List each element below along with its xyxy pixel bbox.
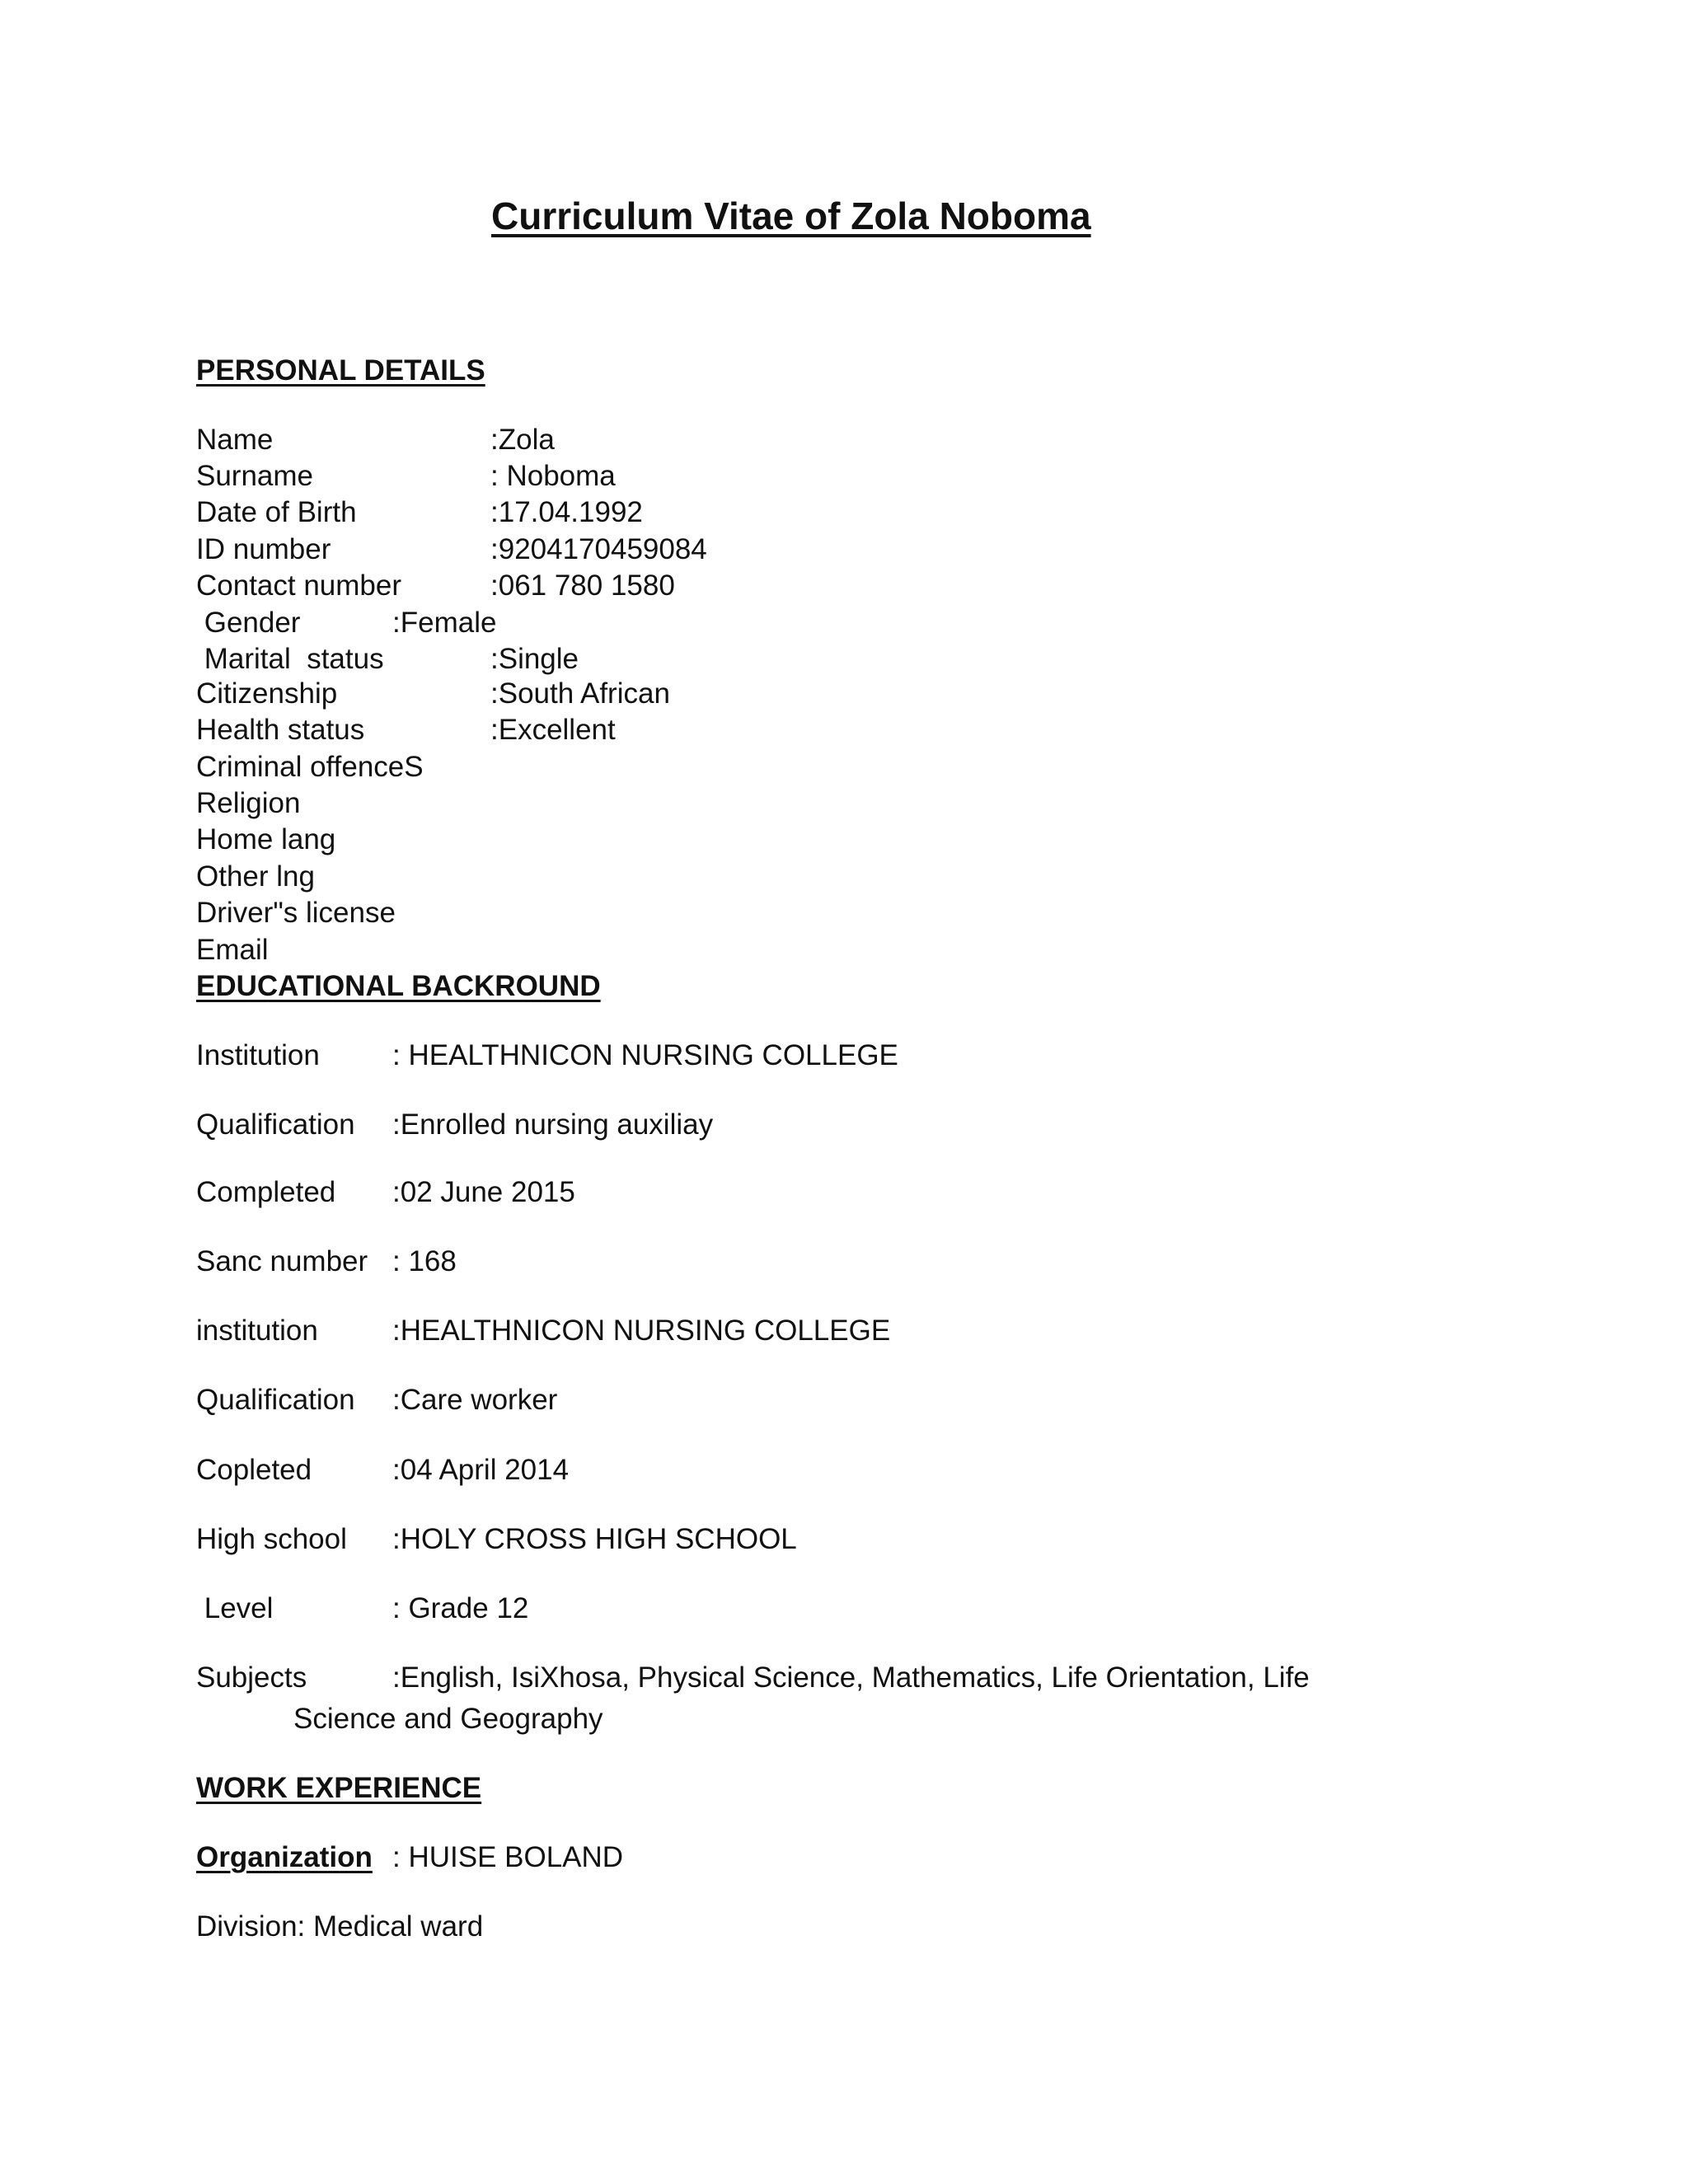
personal-label-contact: Contact number <box>196 569 402 602</box>
personal-value-gender: :Female <box>392 607 497 639</box>
personal-label-name: Name <box>196 424 274 456</box>
edu-value-completed: :02 June 2015 <box>392 1176 575 1208</box>
personal-label-email: Email <box>196 934 269 966</box>
edu-label-institution-2: institution <box>196 1315 318 1347</box>
personal-value-surname: : Noboma <box>490 460 616 492</box>
personal-value-contact: :061 780 1580 <box>490 569 675 602</box>
personal-label-criminal: Criminal offenceS <box>196 751 424 783</box>
personal-label-gender: Gender <box>196 607 301 639</box>
education-heading: EDUCATIONAL BACKROUND <box>196 970 601 1002</box>
edu-value-sanc-number: : 168 <box>392 1245 457 1277</box>
personal-value-name: :Zola <box>490 424 555 456</box>
personal-value-id-number: :9204170459084 <box>490 533 707 565</box>
edu-value-institution-2: :HEALTHNICON NURSING COLLEGE <box>392 1315 891 1347</box>
edu-value-institution: : HEALTHNICON NURSING COLLEGE <box>392 1039 898 1071</box>
personal-details-heading: PERSONAL DETAILS <box>196 354 485 387</box>
edu-value-high-school: :HOLY CROSS HIGH SCHOOL <box>392 1523 797 1555</box>
personal-value-dob: :17.04.1992 <box>490 496 643 528</box>
personal-value-health: :Excellent <box>490 714 616 746</box>
personal-label-drivers-license: Driver"s license <box>196 897 396 929</box>
personal-label-health: Health status <box>196 714 365 746</box>
document-title: Curriculum Vitae of Zola Noboma <box>491 194 1091 237</box>
personal-label-dob: Date of Birth <box>196 496 357 528</box>
personal-label-religion: Religion <box>196 787 301 819</box>
personal-label-marital-status: Marital status <box>196 643 384 675</box>
edu-value-qualification-2: :Care worker <box>392 1384 558 1416</box>
edu-value-level: : Grade 12 <box>392 1592 529 1624</box>
personal-label-surname: Surname <box>196 460 314 492</box>
edu-label-qualification-2: Qualification <box>196 1384 355 1416</box>
personal-label-citizenship: Citizenship <box>196 677 338 710</box>
personal-label-other-lng: Other lng <box>196 860 315 893</box>
personal-value-citizenship: :South African <box>490 677 670 710</box>
edu-label-qualification: Qualification <box>196 1108 355 1141</box>
edu-value-subjects: :English, IsiXhosa, Physical Science, Mathematics, Life Orientation, Life <box>392 1661 1310 1694</box>
edu-label-copleted: Copleted <box>196 1454 312 1486</box>
personal-label-id-number: ID number <box>196 533 331 565</box>
work-value-organization: : HUISE BOLAND <box>392 1841 624 1873</box>
edu-label-sanc-number: Sanc number <box>196 1245 368 1277</box>
edu-label-completed: Completed <box>196 1176 336 1208</box>
personal-label-home-lang: Home lang <box>196 823 336 855</box>
work-label-organization: Organization <box>196 1841 373 1873</box>
edu-value-qualification: :Enrolled nursing auxiliay <box>392 1108 714 1141</box>
edu-label-subjects: Subjects <box>196 1661 307 1694</box>
edu-label-high-school: High school <box>196 1523 347 1555</box>
edu-label-institution: Institution <box>196 1039 320 1071</box>
work-experience-heading: WORK EXPERIENCE <box>196 1772 482 1804</box>
edu-label-level: Level <box>196 1592 274 1624</box>
edu-value-subjects-continued: Science and Geography <box>293 1703 603 1735</box>
work-division: Division: Medical ward <box>196 1910 484 1943</box>
edu-value-copleted: :04 April 2014 <box>392 1454 570 1486</box>
personal-value-marital-status: :Single <box>490 643 579 675</box>
